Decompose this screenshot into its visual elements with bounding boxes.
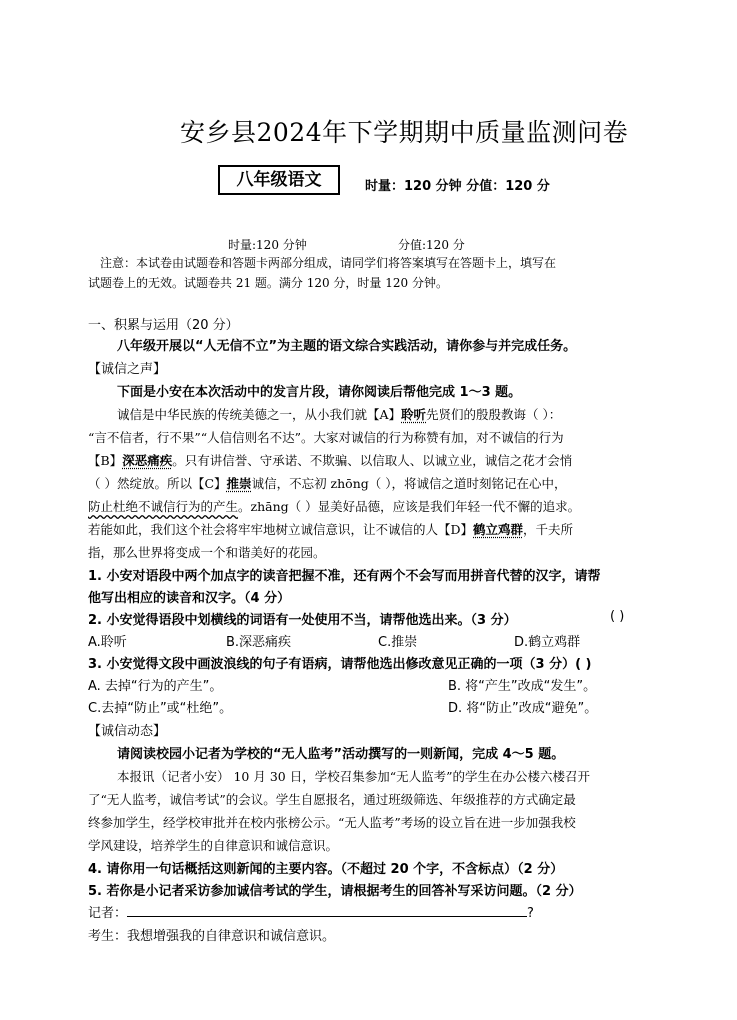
- reporter-line: 记者： ?: [88, 906, 534, 921]
- exam-title: 安乡县2024年下学期期中质量监测问卷: [180, 118, 629, 147]
- passage-line-5: 防止杜绝不诚信行为的产生。zhāng（ ）显美好品德，应该是我们年轻一代不懈的追求。: [88, 499, 581, 514]
- q2-option-c: C.推崇: [378, 635, 418, 650]
- question-1-line-2: 他写出相应的读音和汉字。（4 分）: [88, 591, 291, 606]
- q3-option-c: C.去掉“防止”或“杜绝”。: [88, 701, 233, 716]
- time-info-small: 时量:120 分钟: [228, 238, 307, 252]
- question-2: 2. 小安觉得语段中划横线的词语有一处使用不当，请帮他选出来。（3 分）: [88, 613, 517, 628]
- examinee-line: 考生：我想增强我的自律意识和诚信意识。: [88, 929, 336, 944]
- dotted-word-b: 深恶痛疾: [122, 453, 173, 468]
- dotted-word-c: 推崇: [226, 476, 252, 491]
- news-line-4: 学风建设，培养学生的自律意识和诚信意识。: [88, 838, 339, 853]
- passage-line-4: （ ）然绽放。所以【C】推崇诚信，不忘初 zhōng（ ），将诚信之道时刻铭记在心中，: [88, 476, 567, 491]
- passage-line-1: 诚信是中华民族的传统美德之一，从小我们就【A】聆听先贤们的殷殷教诲（ ）：: [117, 407, 562, 422]
- reporter-label: 记者：: [88, 906, 128, 921]
- q3-option-a: A. 去掉“行为的产生”。: [88, 679, 223, 694]
- news-line-3: 终参加学生，经学校审批并在校内张榜公示。“无人监考”考场的设立旨在进一步加强我校: [88, 815, 576, 830]
- grade-subject-box: 八年级语文: [218, 165, 340, 195]
- subsection-dynamic: 【诚信动态】: [88, 724, 167, 739]
- news-line-2: 了“无人监考，诚信考试”的会议。学生自愿报名，通过班级筛选、年级推荐的方式确定最: [88, 792, 576, 807]
- section-intro: 八年级开展以“人无信不立”为主题的语文综合实践活动，请你参与并完成任务。: [117, 339, 577, 354]
- q3-option-b: B. 将“产生”改成“发生”。: [448, 679, 597, 694]
- notice-line-1: 注意：本试卷由试题卷和答题卡两部分组成，请同学们将答案填写在答题卡上，填写在: [100, 256, 557, 270]
- section-heading: 一、积累与运用（20 分）: [88, 318, 239, 333]
- score-info-small: 分值:120 分: [398, 238, 465, 252]
- reporter-answer-blank[interactable]: [127, 905, 527, 917]
- question-2-answer-bracket: ( ): [610, 609, 625, 624]
- time-score-info: 时量：120 分钟 分值：120 分: [365, 179, 550, 194]
- news-instruction: 请阅读校园小记者为学校的“无人监考”活动撰写的一则新闻，完成 4～5 题。: [117, 747, 565, 762]
- passage-line-2: “言不信者，行不果”“人信信则名不达”。大家对诚信的行为称赞有加，对不诚信的行为: [88, 430, 564, 445]
- question-5: 5. 若你是小记者采访参加诚信考试的学生，请根据考生的回答补写采访问题。（2 分）: [88, 884, 582, 899]
- q2-option-b: B.深恶痛疾: [226, 635, 292, 650]
- q2-option-a: A.聆听: [88, 635, 127, 650]
- passage-line-7: 指，那么世界将变成一个和谐美好的花园。: [88, 545, 326, 560]
- wavy-sentence: 防止杜绝不诚信行为的产生: [88, 499, 239, 514]
- news-line-1: 本报讯（记者小安） 10 月 30 日，学校召集参加“无人监考”的学生在办公楼六楼召开: [117, 769, 590, 784]
- dotted-word-d: 鹤立鸡群: [473, 522, 524, 537]
- q2-option-d: D.鹤立鸡群: [514, 635, 581, 650]
- subsection-voice: 【诚信之声】: [88, 362, 167, 377]
- question-3: 3. 小安觉得文段中画波浪线的句子有语病，请帮他选出修改意见正确的一项（3 分）( ): [88, 657, 592, 672]
- passage-instruction: 下面是小安在本次活动中的发言片段，请你阅读后帮他完成 1～3 题。: [117, 385, 522, 400]
- question-1-line-1: 1. 小安对语段中两个加点字的读音把握不准，还有两个不会写而用拼音代替的汉字，请帮: [88, 569, 601, 584]
- q3-option-d: D. 将“防止”改成“避免”。: [448, 701, 598, 716]
- dotted-word-a: 聆听: [401, 407, 427, 422]
- passage-line-3: 【B】深恶痛疾。只有讲信誉、守承诺、不欺骗、以信取人、以诚立业，诚信之花才会悄: [88, 453, 573, 468]
- notice-line-2: 试题卷上的无效。试题卷共 21 题。满分 120 分，时量 120 分钟。: [88, 276, 448, 290]
- passage-line-6: 若能如此，我们这个社会将牢牢地树立诚信意识，让不诚信的人【D】鹤立鸡群，千夫所: [88, 522, 574, 537]
- question-4: 4. 请你用一句话概括这则新闻的主要内容。（不超过 20 个字，不含标点）（2 分）: [88, 862, 564, 877]
